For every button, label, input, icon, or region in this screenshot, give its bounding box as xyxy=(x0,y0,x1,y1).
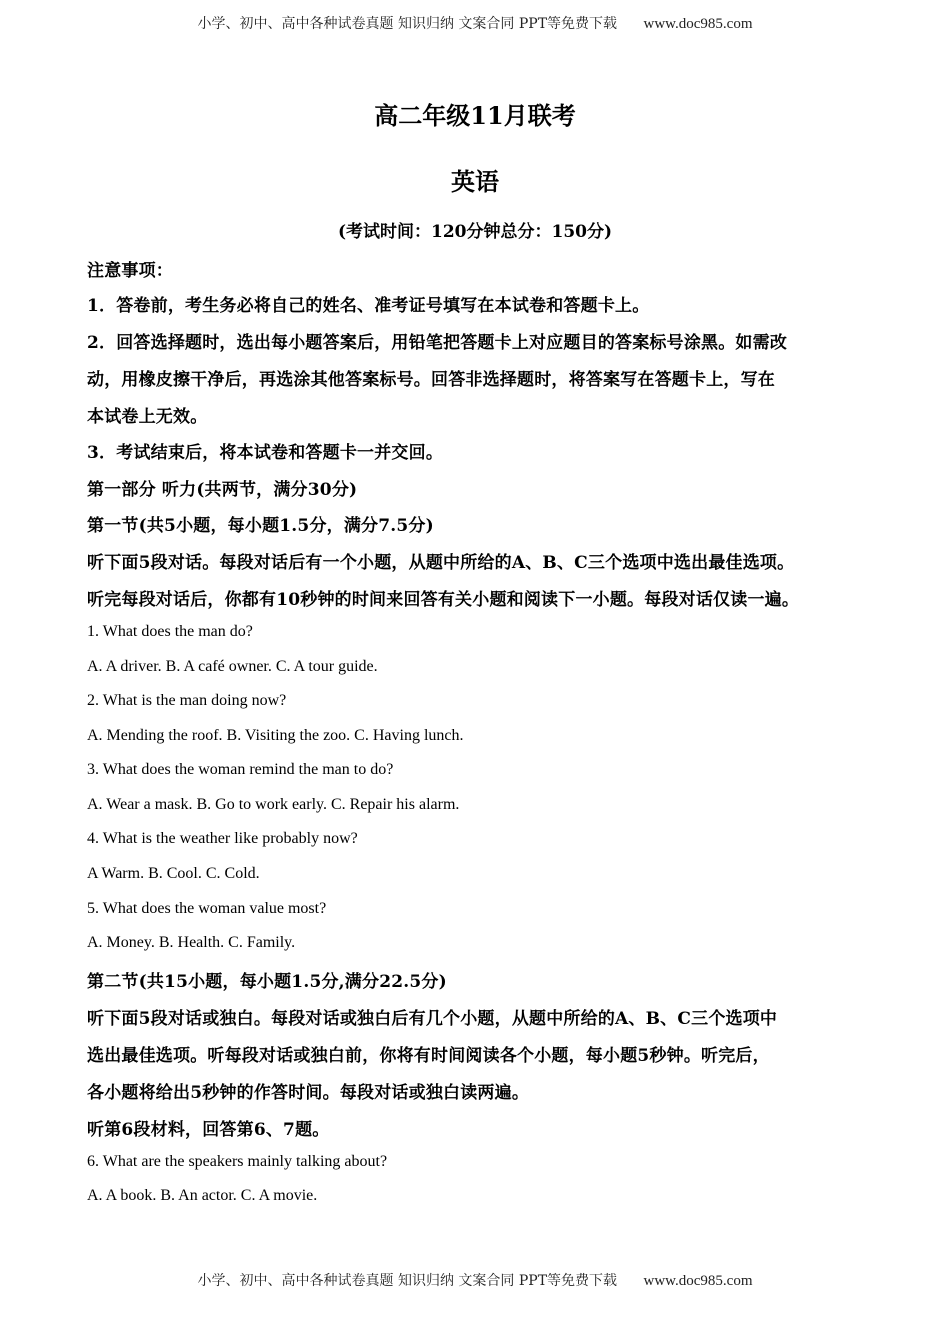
notes-item-3: 3．考试结束后，将本试卷和答题卡一并交回。 xyxy=(87,443,444,463)
question-6: 6. What are the speakers mainly talking about? xyxy=(87,1153,388,1170)
notes-heading: 注意事项： xyxy=(87,261,173,281)
section2-instruction-line-2: 选出最佳选项。听每段对话或独白前，你将有时间阅读各个小题，每小题5秒钟。听完后， xyxy=(87,1046,770,1066)
exam-subject: 英语 xyxy=(451,167,499,196)
page-footer-banner xyxy=(0,1270,950,1290)
notes-item-2-line-3: 本试卷上无效。 xyxy=(87,407,208,427)
question-1-options: A. A driver. B. A café owner. C. A tour guide. xyxy=(87,658,378,675)
section2-instruction-line-1: 听下面5段对话或独白。每段对话或独白后有几个小题，从题中所给的A、B、C三个选项中 xyxy=(87,1009,778,1029)
banner-url[interactable]: www.doc985.com xyxy=(643,1273,753,1289)
question-4: 4. What is the weather like probably now? xyxy=(87,830,358,847)
section1-instruction-line-1: 听下面5段对话。每段对话后有一个小题，从题中所给的A、B、C三个选项中选出最佳选项。 xyxy=(87,553,795,573)
exam-title: 高二年级11月联考 xyxy=(374,101,576,130)
question-6-options: A. A book. B. An actor. C. A movie. xyxy=(87,1187,318,1204)
notes-item-2-line-2: 动，用橡皮擦干净后，再选涂其他答案标号。回答非选择题时，将答案写在答题卡上，写在 xyxy=(87,370,775,390)
banner-text: 小学、初中、高中各种试卷真题 知识归纳 文案合同 PPT等免费下载 xyxy=(197,16,618,32)
exam-info: (考试时间：120分钟总分：150分) xyxy=(337,222,613,242)
question-1: 1. What does the man do? xyxy=(87,623,253,640)
question-3-options: A. Wear a mask. B. Go to work early. C. Repair his alarm. xyxy=(87,796,460,813)
question-4-options: A Warm. B. Cool. C. Cold. xyxy=(87,865,260,882)
banner-text: 小学、初中、高中各种试卷真题 知识归纳 文案合同 PPT等免费下载 xyxy=(197,1273,618,1289)
section2-instruction-line-3: 各小题将给出5秒钟的作答时间。每段对话或独白读两遍。 xyxy=(87,1083,530,1103)
section1-heading: 第一节(共5小题，每小题1.5分，满分7.5分) xyxy=(87,516,434,536)
material-6-heading: 听第6段材料，回答第6、7题。 xyxy=(87,1120,330,1140)
part1-heading: 第一部分 听力(共两节，满分30分) xyxy=(87,480,358,500)
question-2: 2. What is the man doing now? xyxy=(87,692,287,709)
question-5-options: A. Money. B. Health. C. Family. xyxy=(87,934,296,951)
page-header-banner xyxy=(0,13,950,33)
question-5: 5. What does the woman value most? xyxy=(87,900,327,917)
notes-item-2-line-1: 2．回答选择题时，选出每小题答案后，用铅笔把答题卡上对应题目的答案标号涂黑。如需改 xyxy=(87,333,788,353)
banner-url[interactable]: www.doc985.com xyxy=(643,16,753,32)
question-3: 3. What does the woman remind the man to do? xyxy=(87,761,394,778)
section2-heading: 第二节(共15小题，每小题1.5分,满分22.5分) xyxy=(87,972,447,992)
notes-item-1: 1．答卷前，考生务必将自己的姓名、准考证号填写在本试卷和答题卡上。 xyxy=(87,296,650,316)
question-2-options: A. Mending the roof. B. Visiting the zoo. C. Having lunch. xyxy=(87,727,464,744)
section1-instruction-line-2: 听完每段对话后，你都有10秒钟的时间来回答有关小题和阅读下一小题。每段对话仅读一遍。 xyxy=(87,590,800,610)
